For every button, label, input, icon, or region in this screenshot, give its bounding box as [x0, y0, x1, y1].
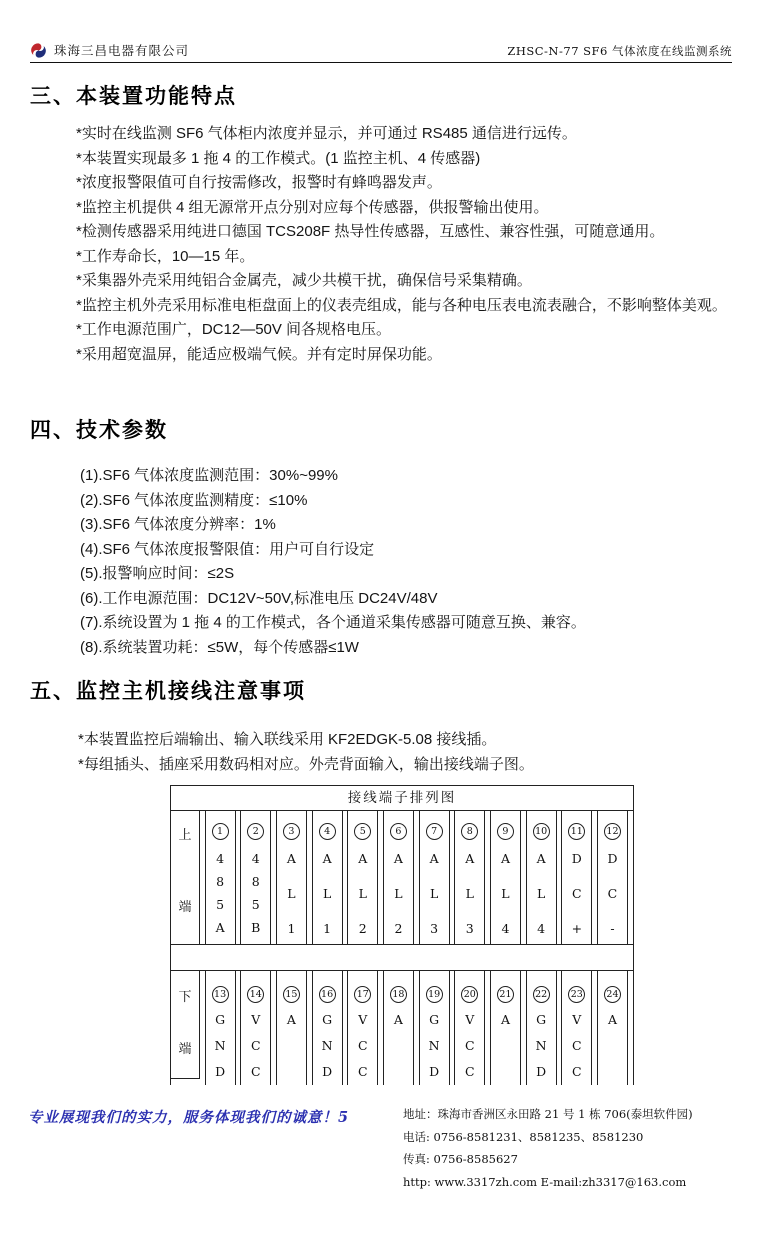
header-left	[30, 41, 189, 59]
terminal-label-char: A	[429, 851, 439, 866]
terminal-cell	[276, 971, 307, 1085]
terminal-label	[322, 1014, 333, 1078]
terminal-cell	[312, 971, 343, 1085]
terminal-cell	[454, 811, 485, 944]
terminal-label-char: G	[536, 1012, 547, 1027]
terminal-label-char: 4	[216, 851, 225, 866]
terminal-cell	[561, 971, 592, 1085]
terminal-cell	[561, 811, 592, 944]
terminal-number: 15	[283, 986, 300, 1003]
terminal-label-char: 5	[251, 897, 260, 913]
terminal-cell	[347, 811, 378, 944]
terminal-number: 17	[354, 986, 371, 1003]
feature-item: *工作寿命长，10—15 年。	[76, 247, 255, 265]
feature-item: *监控主机外壳采用标准电柜盘面上的仪表壳组成，能与各种电压表电流表融合，不影响整体美观。	[76, 296, 727, 314]
terminal-label-char: 2	[394, 920, 403, 936]
terminal-table-spacer	[171, 945, 633, 971]
terminal-cell	[347, 971, 378, 1085]
terminal-label	[430, 853, 439, 935]
terminal-cell	[490, 971, 521, 1085]
terminal-label-char: 1	[287, 920, 296, 936]
terminal-cell	[597, 811, 628, 944]
terminal-side-label	[171, 811, 200, 944]
terminal-label-char: C	[357, 1063, 368, 1079]
wiring-notes-list	[78, 728, 728, 777]
terminal-cell	[490, 811, 521, 944]
terminal-label-char: B	[251, 920, 261, 936]
terminal-label-char: C	[572, 885, 582, 901]
spec-item: (7).系统设置为 1 拖 4 的工作模式，各个通道采集传感器可随意互换、兼容。	[80, 614, 586, 631]
terminal-label-char: V	[251, 1012, 261, 1027]
address-line: http: www.3317zh.com E-mail:zh3317@163.com	[403, 1174, 687, 1189]
wiring-note-item: *每组插头、插座采用数码相对应。外壳背面输入，输出接线端子图。	[78, 755, 534, 773]
terminal-cell	[597, 971, 628, 1085]
page-header	[30, 41, 732, 61]
terminal-label	[465, 1014, 475, 1078]
terminal-number: 4	[319, 823, 336, 840]
terminal-cell	[383, 971, 414, 1085]
terminal-label-char: L	[465, 885, 474, 901]
terminal-number: 24	[604, 986, 621, 1003]
terminal-label	[537, 853, 546, 935]
feature-item: *采用超宽温屏，能适应极端气候。并有定时屏保功能。	[76, 345, 442, 363]
terminal-label-char: G	[215, 1012, 226, 1027]
terminal-label-char: C	[607, 885, 618, 901]
terminal-label-char: D	[215, 1063, 226, 1079]
header-divider	[30, 62, 732, 63]
footer-slogan: 专业展现我们的实力，服务体现我们的诚意！5	[28, 1109, 350, 1126]
terminal-cell	[419, 971, 450, 1085]
terminal-label	[287, 853, 296, 935]
terminal-cell	[240, 811, 271, 944]
terminal-label-char: +	[571, 920, 583, 936]
side-label-char: 端	[178, 1042, 192, 1057]
footer-address-block	[403, 1103, 738, 1193]
terminal-row-upper	[171, 811, 633, 945]
document-title-header: ZHSC-N-77 SF6 气体浓度在线监测系统	[507, 44, 732, 58]
terminal-label-char: C	[250, 1063, 261, 1079]
terminal-number: 11	[568, 823, 585, 840]
terminal-label-char: L	[536, 885, 546, 901]
terminal-label-char: A	[607, 1012, 617, 1027]
specs-list	[80, 464, 730, 660]
terminal-label-char: A	[286, 851, 296, 866]
terminal-number: 14	[247, 986, 264, 1003]
terminal-label-char: A	[215, 920, 225, 936]
terminal-label-char: L	[287, 885, 296, 901]
terminal-label-char: D	[429, 1063, 440, 1079]
terminal-label	[251, 853, 260, 935]
terminal-label-char: L	[358, 885, 367, 901]
terminal-label-char: V	[572, 1012, 582, 1027]
terminal-number: 22	[533, 986, 550, 1003]
terminal-label-char: A	[393, 1012, 403, 1027]
terminal-label-char: 3	[430, 920, 439, 936]
terminal-number: 21	[497, 986, 514, 1003]
terminal-label-char: 2	[358, 920, 367, 936]
terminal-number: 23	[568, 986, 585, 1003]
terminal-label	[572, 1014, 582, 1078]
section-title-features: 三、本装置功能特点	[30, 85, 237, 108]
terminal-number: 9	[497, 823, 514, 840]
spec-item: (6).工作电源范围：DC12V~50V,标准电压 DC24V/48V	[80, 589, 438, 607]
terminal-label-char: C	[465, 1037, 475, 1053]
terminal-number: 7	[426, 823, 443, 840]
terminal-label-char: N	[535, 1037, 547, 1053]
feature-item: *采集器外壳采用纯铝合金属壳，减少共模干扰，确保信号采集精确。	[76, 272, 532, 289]
terminal-label	[358, 1014, 368, 1078]
terminal-cell	[312, 811, 343, 944]
terminal-number: 6	[390, 823, 407, 840]
terminal-label	[358, 853, 367, 935]
feature-item: *浓度报警限值可自行按需修改，报警时有蜂鸣器发声。	[76, 174, 442, 191]
terminal-cell	[240, 971, 271, 1085]
company-logo-icon	[30, 42, 47, 59]
spec-item: (3).SF6 气体浓度分辨率：1%	[80, 516, 276, 533]
terminal-cell	[526, 971, 557, 1085]
terminal-label-char: N	[214, 1037, 226, 1053]
terminal-number: 16	[319, 986, 336, 1003]
terminal-number: 10	[533, 823, 550, 840]
terminal-label-char: -	[610, 920, 615, 936]
terminal-label-char: L	[322, 885, 332, 901]
terminal-label-char: L	[394, 885, 403, 901]
terminal-label-char: V	[358, 1012, 368, 1027]
terminal-cell	[383, 811, 414, 944]
terminal-number: 18	[390, 986, 407, 1003]
address-line: 电话: 0756-8581231、8581235、8581230	[403, 1129, 644, 1144]
terminal-label	[501, 1014, 510, 1078]
feature-item: *本装置实现最多 1 拖 4 的工作模式。(1 监控主机、4 传感器)	[76, 149, 481, 167]
feature-item: *实时在线监测 SF6 气体柜内浓度并显示，并可通过 RS485 通信进行远传。	[76, 125, 577, 142]
terminal-label	[323, 853, 332, 935]
terminal-table-title: 接线端子排列图	[171, 786, 633, 811]
terminal-label-char: D	[607, 851, 618, 866]
terminal-label-char: G	[322, 1012, 333, 1027]
feature-item: *监控主机提供 4 组无源常开点分别对应每个传感器，供报警输出使用。	[76, 198, 549, 216]
terminal-row-lower	[171, 971, 633, 1085]
spec-item: (1).SF6 气体浓度监测范围：30%~99%	[80, 467, 338, 484]
side-label-char: 上	[178, 828, 192, 843]
terminal-label-char: 4	[501, 920, 510, 936]
terminal-label-char: A	[500, 851, 510, 866]
terminal-label-char: 1	[323, 920, 332, 936]
terminal-label-char: N	[321, 1037, 333, 1053]
terminal-label	[465, 853, 474, 935]
terminal-label	[287, 1014, 296, 1078]
terminal-label	[572, 853, 582, 935]
terminal-cell	[526, 811, 557, 944]
side-label-char: 下	[178, 990, 192, 1005]
terminal-label-char: 8	[216, 874, 225, 890]
terminal-label-char: L	[429, 885, 439, 901]
terminal-label	[215, 1014, 226, 1078]
terminal-label-char: C	[465, 1063, 475, 1079]
terminal-label	[216, 853, 225, 935]
terminal-label	[251, 1014, 261, 1078]
terminal-number: 3	[283, 823, 300, 840]
terminal-label-char: G	[429, 1012, 440, 1027]
terminal-number: 19	[426, 986, 443, 1003]
company-name: 珠海三昌电器有限公司	[54, 43, 190, 58]
terminal-label	[536, 1014, 547, 1078]
terminal-label-char: A	[465, 851, 475, 866]
terminal-cell	[276, 811, 307, 944]
spec-item: (2).SF6 气体浓度监测精度：≤10%	[80, 491, 308, 509]
section-title-wiring: 五、监控主机接线注意事项	[30, 680, 306, 703]
terminal-label-char: L	[501, 885, 510, 901]
terminal-label-char: A	[358, 851, 368, 866]
side-label-char: 端	[178, 900, 192, 915]
terminal-side-label	[171, 971, 200, 1079]
terminal-label-char: C	[357, 1037, 368, 1053]
terminal-label-char: V	[465, 1012, 475, 1027]
terminal-cell	[419, 811, 450, 944]
terminal-label	[394, 853, 403, 935]
terminal-label	[429, 1014, 440, 1078]
features-list	[76, 122, 738, 367]
terminal-number: 20	[461, 986, 478, 1003]
terminal-label	[608, 1014, 617, 1078]
terminal-number: 13	[212, 986, 229, 1003]
terminal-label	[394, 1014, 403, 1078]
terminal-label	[501, 853, 510, 935]
spec-item: (4).SF6 气体浓度报警限值：用户可自行设定	[80, 540, 375, 558]
terminal-label	[607, 853, 617, 935]
terminal-number: 1	[212, 823, 229, 840]
terminal-label-char: 4	[251, 851, 260, 866]
terminal-label-char: C	[572, 1063, 582, 1079]
wiring-note-item: *本装置监控后端输出、输入联线采用 KF2EDGK-5.08 接线插。	[78, 731, 497, 748]
terminal-number: 5	[354, 823, 371, 840]
terminal-label-char: D	[571, 851, 582, 866]
terminal-cell	[454, 971, 485, 1085]
terminal-label-char: C	[250, 1037, 261, 1053]
feature-item: *工作电源范围广，DC12—50V 间各规格电压。	[76, 321, 392, 338]
spec-item: (8).系统装置功耗：≤5W，每个传感器≤1W	[80, 638, 359, 656]
terminal-table	[170, 785, 634, 1085]
terminal-label-char: 8	[251, 874, 260, 890]
feature-item: *检测传感器采用纯进口德国 TCS208F 热导性传感器，互感性、兼容性强，可随意通用。	[76, 223, 665, 240]
address-line: 地址：珠海市香洲区永田路 21 号 1 栋 706(泰坦软件园)	[403, 1107, 693, 1121]
terminal-number: 8	[461, 823, 478, 840]
section-title-specs: 四、技术参数	[30, 419, 168, 442]
terminal-label-char: N	[428, 1037, 440, 1053]
terminal-label-char: D	[536, 1063, 547, 1079]
terminal-cell	[205, 811, 236, 944]
terminal-label-char: A	[286, 1012, 296, 1027]
terminal-label-char: D	[322, 1063, 333, 1079]
terminal-label-char: 3	[465, 920, 474, 936]
address-line: 传真: 0756-8585627	[403, 1152, 518, 1166]
terminal-label-char: A	[393, 851, 403, 866]
terminal-cell	[205, 971, 236, 1085]
terminal-label-char: A	[536, 851, 546, 866]
terminal-label-char: 5	[216, 897, 225, 913]
terminal-label-char: 4	[537, 920, 546, 936]
spec-item: (5).报警响应时间：≤2S	[80, 565, 235, 582]
terminal-number: 2	[247, 823, 264, 840]
terminal-number: 12	[604, 823, 621, 840]
terminal-label-char: A	[500, 1012, 510, 1027]
terminal-label-char: C	[572, 1037, 582, 1053]
terminal-label-char: A	[322, 851, 332, 866]
